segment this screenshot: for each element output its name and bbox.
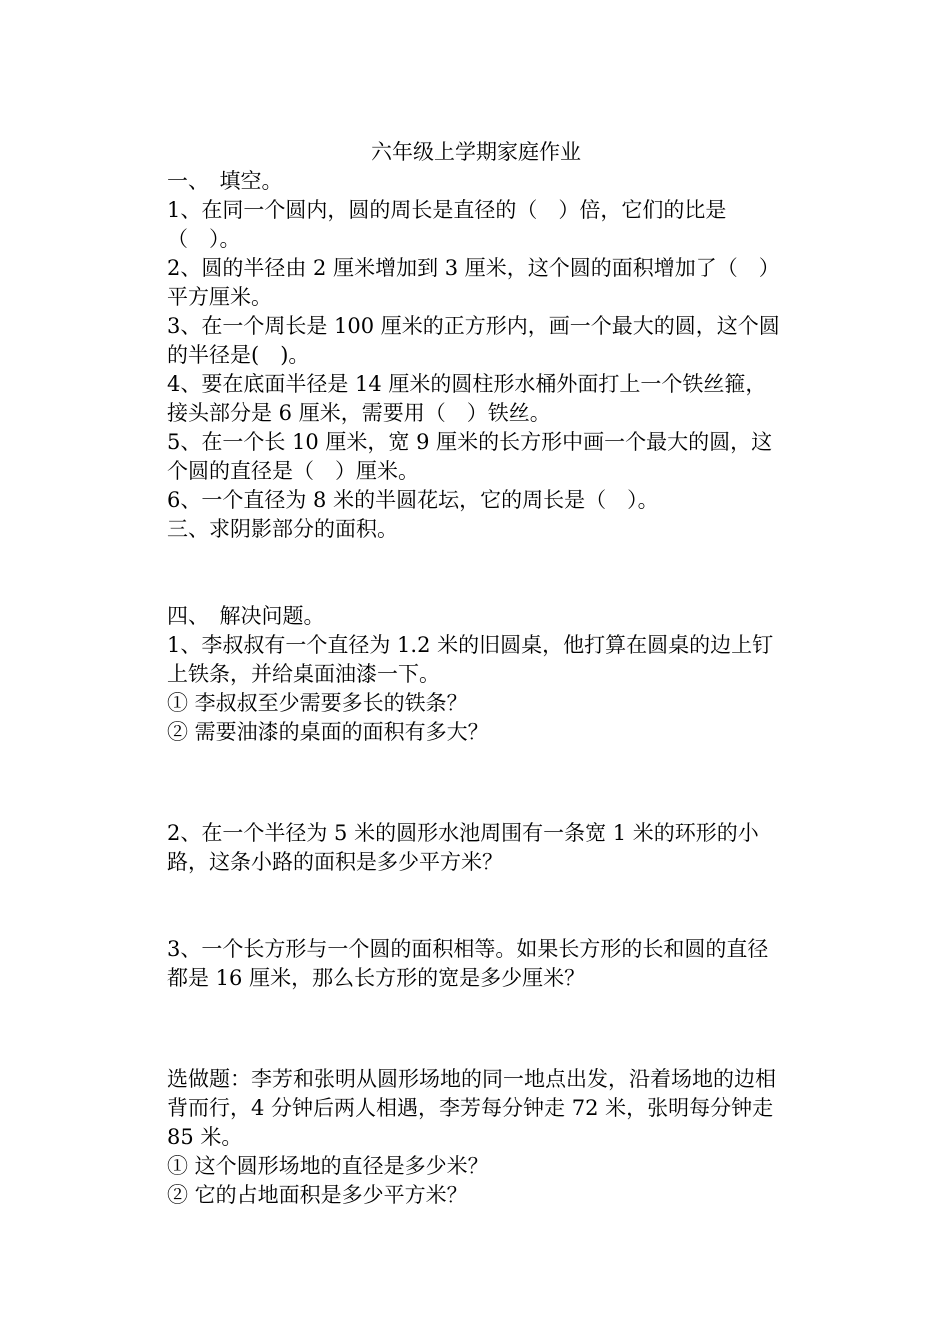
- optional-problem-text: 选做题：李芳和张明从圆形场地的同一地点出发，沿着场地的边相背而行，4 分钟后两人相遇，李芳每分钟走 72 米，张明每分钟走 85 米。: [167, 1067, 776, 1149]
- fill-in-item-1: 1、在同一个圆内，圆的周长是直径的（ ）倍，它们的比是（ ）。: [167, 198, 727, 251]
- problem-1-text: 1、李叔叔有一个直径为 1.2 米的旧圆桌，他打算在圆桌的边上钉上铁条，并给桌面油漆一下。: [167, 633, 774, 686]
- document-body: [167, 138, 785, 1210]
- section-heading-fill-in: 一、 填空。: [167, 169, 283, 193]
- optional-question-1: ① 这个圆形场地的直径是多少米？: [167, 1154, 489, 1178]
- problem-2-text: 2、在一个半径为 5 米的圆形水池周围有一条宽 1 米的环形的小路，这条小路的面积是多少平方米？: [167, 821, 759, 874]
- fill-in-item-2: 2、圆的半径由 2 厘米增加到 3 厘米，这个圆的面积增加了（ ）平方厘米。: [167, 256, 780, 309]
- document-title: 六年级上学期家庭作业: [371, 140, 581, 164]
- blank-space: [167, 747, 785, 805]
- problem-3-text: 3、一个长方形与一个圆的面积相等。如果长方形的长和圆的直径都是 16 厘米，那么长方形的宽是多少厘米？: [167, 937, 769, 990]
- fill-in-item-6: 6、一个直径为 8 米的半圆花坛，它的周长是（ ）。: [167, 488, 659, 512]
- fill-in-item-5: 5、在一个长 10 厘米，宽 9 厘米的长方形中画一个最大的圆，这个圆的直径是（ ）厘米。: [167, 430, 773, 483]
- blank-space: [167, 544, 785, 602]
- optional-question-2: ② 它的占地面积是多少平方米？: [167, 1183, 468, 1207]
- section-heading-shaded-area: 三、求阴影部分的面积。: [167, 517, 398, 541]
- blank-space: [167, 877, 785, 935]
- problem-1-question-2: ② 需要油漆的桌面的面积有多大？: [167, 720, 489, 744]
- fill-in-item-3: 3、在一个周长是 100 厘米的正方形内，画一个最大的圆，这个圆的半径是( )。: [167, 314, 780, 367]
- problem-1-question-1: ① 李叔叔至少需要多长的铁条？: [167, 691, 468, 715]
- blank-space: [167, 993, 785, 1051]
- fill-in-item-4: 4、要在底面半径是 14 厘米的圆柱形水桶外面打上一个铁丝箍，接头部分是 6 厘米，需要用（ ）铁丝。: [167, 372, 767, 425]
- section-heading-problems: 四、 解决问题。: [167, 604, 325, 628]
